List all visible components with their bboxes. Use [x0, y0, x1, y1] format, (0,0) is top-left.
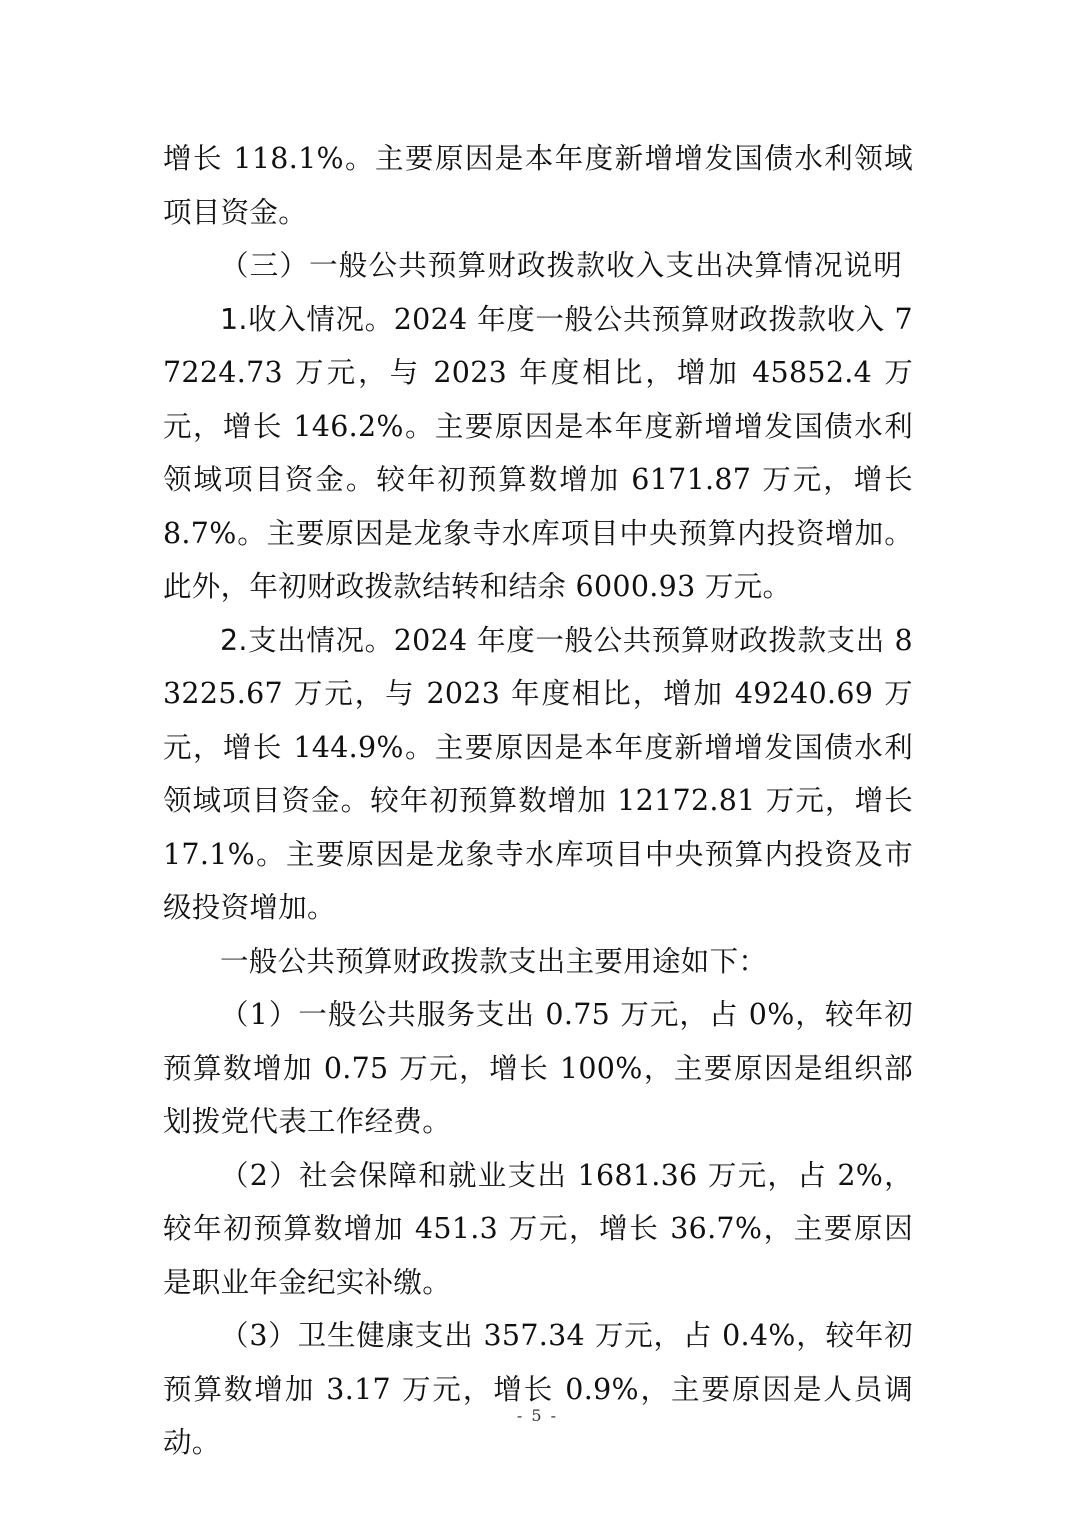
section-heading: （三）一般公共预算财政拨款收入支出决算情况说明 — [220, 249, 904, 282]
paragraph-item-3: （3）卫生健康支出 357.34 万元，占 0.4%，较年初预算数增加 3.17 万元，增长 0.9%，主要原因是人员调动。 — [163, 1319, 913, 1459]
paragraph-item-1: （1）一般公共服务支出 0.75 万元，占 0%，较年初预算数增加 0.75 万元，增长 100%，主要原因是组织部划拨党代表工作经费。 — [163, 998, 913, 1138]
expenditure-heading: 2.支出情况。 — [220, 623, 394, 657]
document-body — [163, 132, 913, 1470]
paragraph-usage-intro: 一般公共预算财政拨款支出主要用途如下： — [220, 944, 768, 978]
paragraph-item-2: （2）社会保障和就业支出 1681.36 万元，占 2%，较年初预算数增加 451.3 万元，增长 36.7%，主要原因是职业年金纪实补缴。 — [163, 1158, 913, 1299]
page-number: - 5 - — [516, 1406, 559, 1425]
paragraph-continuation: 增长 118.1%。主要原因是本年度新增增发国债水利领域项目资金。 — [163, 142, 913, 229]
paragraph-income — [163, 293, 913, 614]
paragraph-expenditure — [163, 614, 913, 935]
income-heading: 1.收入情况。 — [220, 302, 394, 336]
income-text: 2024 年度一般公共预算财政拨款收入 77224.73 万元，与 2023 年度相比，增加 45852.4 万元，增长 146.2%。主要原因是本年度新增增发国债水利领域项目资金。较年初预算数增加 6171.87 万元，增长 8.7%。主要原因是龙象寺水库项目中央预算内投资增加。此外，年初财政拨款结转和结余 6000.93 万元。 — [163, 302, 913, 603]
expenditure-text: 2024 年度一般公共预算财政拨款支出 83225.67 万元，与 2023 年度相比，增加 49240.69 万元，增长 144.9%。主要原因是本年度新增增发国债水利领域项目资金。较年初预算数增加 12172.81 万元，增长 17.1%。主要原因是龙象寺水库项目中央预算内投资及市级投资增加。 — [163, 623, 913, 924]
